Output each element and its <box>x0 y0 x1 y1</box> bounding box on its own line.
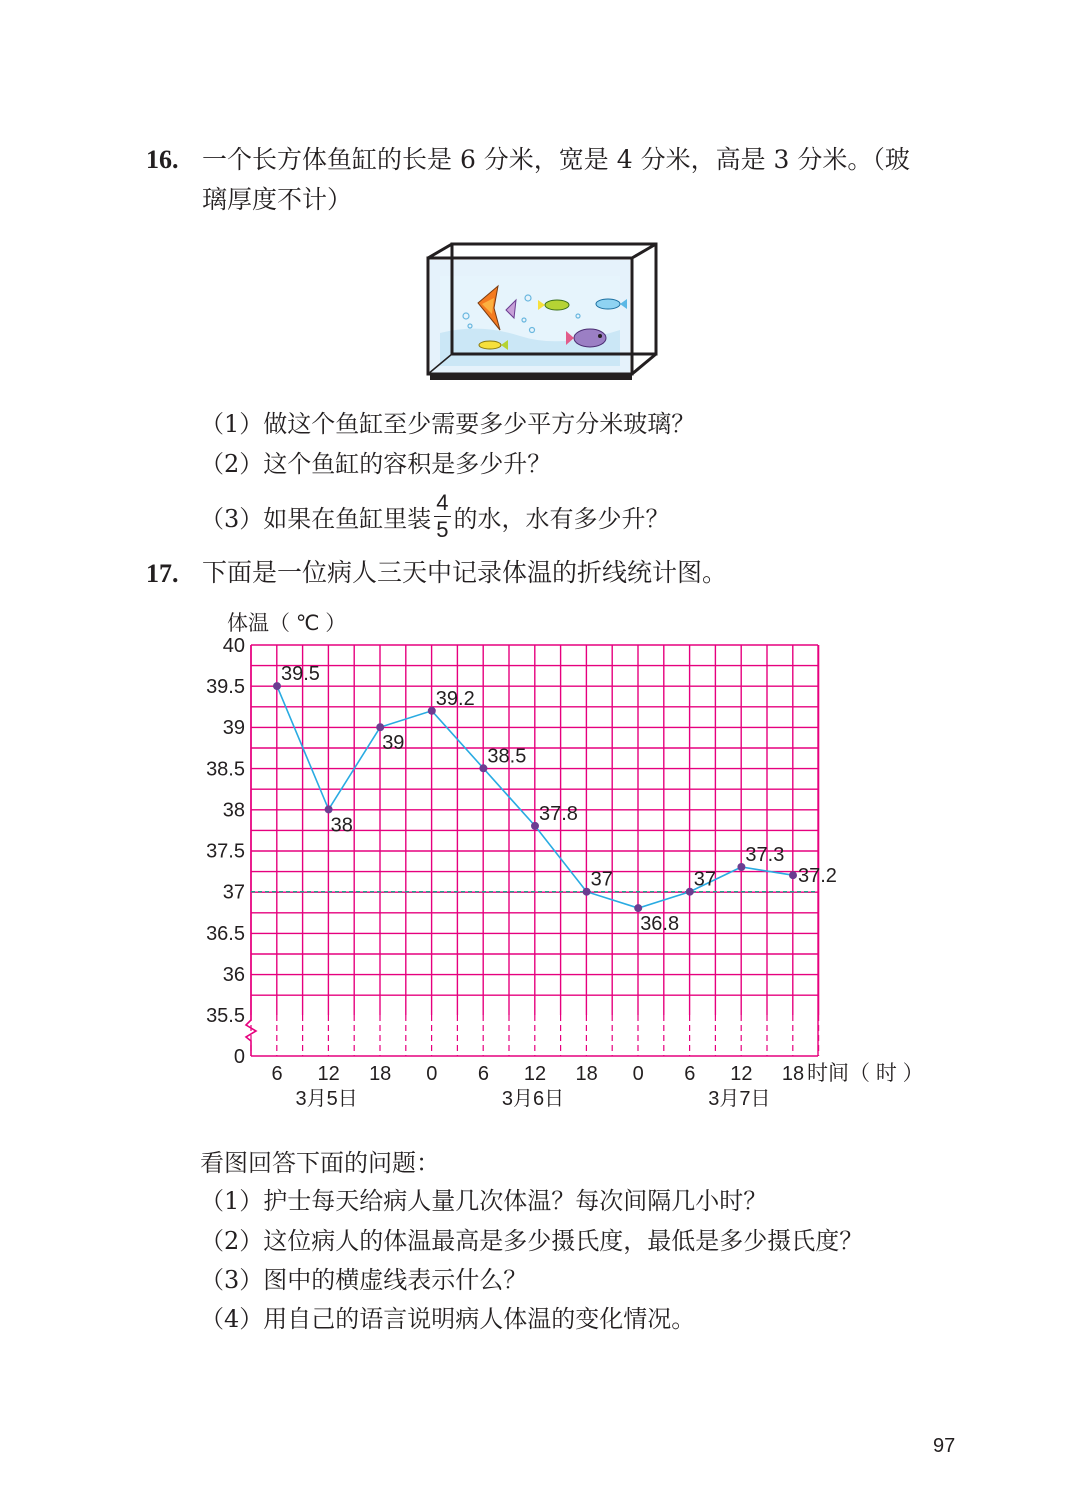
day-label: 3月5日 <box>295 1088 358 1110</box>
y-tick-label: 37 <box>222 881 245 904</box>
x-tick-label: 18 <box>575 1063 598 1085</box>
question-16-sub3 <box>200 488 670 544</box>
page-number: 97 <box>933 1435 956 1457</box>
question-16-text-line2: 璃厚度不计） <box>202 185 353 214</box>
question-17-intro: 下面是一位病人三天中记录体温的折线统计图。 <box>202 558 728 587</box>
y-axis-title: 体温（ ℃ ） <box>227 612 347 635</box>
data-point <box>479 764 487 772</box>
fraction-numerator: 4 <box>436 489 449 515</box>
x-tick-label: 6 <box>477 1063 489 1085</box>
x-tick-label: 18 <box>369 1063 392 1085</box>
y-tick-label: 38.5 <box>206 758 245 781</box>
data-value-label: 37.2 <box>798 865 837 888</box>
question-16-sub3-after: 的水，水有多少升？ <box>453 504 670 533</box>
y-tick-label: 38 <box>222 799 245 822</box>
x-tick-label: 18 <box>781 1063 805 1085</box>
data-value-label: 38 <box>330 814 353 837</box>
x-tick-label: 12 <box>523 1063 547 1085</box>
y-tick-label: 40 <box>222 635 245 657</box>
data-value-label: 36.8 <box>640 913 680 936</box>
data-point <box>737 863 745 871</box>
data-point <box>428 707 436 715</box>
x-tick-label: 6 <box>684 1063 696 1085</box>
data-point <box>686 888 694 896</box>
day-label: 3月6日 <box>501 1088 565 1110</box>
data-value-label: 39.5 <box>281 663 320 686</box>
x-tick-label: 6 <box>271 1063 283 1085</box>
data-value-label: 39 <box>382 732 405 755</box>
fraction-denominator: 5 <box>436 516 449 542</box>
question-17-number: 17. <box>146 559 179 588</box>
question-17-sub3: （3）图中的横虚线表示什么？ <box>200 1266 528 1294</box>
x-tick-label: 0 <box>632 1063 644 1085</box>
data-value-label: 37 <box>693 868 717 891</box>
temperature-line-chart <box>0 600 1083 1120</box>
question-16-sub2: （2）这个鱼缸的容积是多少升？ <box>200 450 552 478</box>
data-value-label: 38.5 <box>487 745 527 768</box>
question-17-sub1: （1）护士每天给病人量几次体温？每次间隔几小时？ <box>200 1187 768 1215</box>
data-point <box>634 904 642 912</box>
y-tick-label: 39.5 <box>206 676 245 699</box>
x-axis-title: 时间（ 时 ） <box>807 1062 924 1085</box>
y-tick-label: 35.5 <box>206 1005 245 1027</box>
y-tick-label: 39 <box>222 717 245 740</box>
x-tick-label: 12 <box>730 1063 753 1085</box>
chart-grid <box>251 645 819 1056</box>
data-value-label: 39.2 <box>435 687 475 710</box>
question-16-number: 16. <box>146 145 179 174</box>
data-point <box>789 871 797 879</box>
x-tick-label: 0 <box>426 1063 438 1085</box>
question-17-answer-intro: 看图回答下面的问题： <box>200 1149 440 1177</box>
fish-tank-illustration <box>420 238 665 383</box>
day-label: 3月7日 <box>708 1088 771 1110</box>
data-value-label: 37 <box>590 868 613 891</box>
question-16-sub1: （1）做这个鱼缸至少需要多少平方分米玻璃？ <box>200 410 696 438</box>
y-tick-label: 36.5 <box>206 922 245 945</box>
y-tick-label: 0 <box>233 1046 245 1068</box>
data-point <box>531 822 539 830</box>
fraction-four-fifths <box>434 489 450 542</box>
question-17-sub4: （4）用自己的语言说明病人体温的变化情况。 <box>200 1305 696 1333</box>
data-point <box>376 723 384 731</box>
y-tick-label: 37.5 <box>206 840 245 863</box>
data-point <box>583 888 591 896</box>
data-point <box>325 805 333 813</box>
y-tick-label: 36 <box>222 963 245 986</box>
question-16-text-line1: 一个长方体鱼缸的长是 6 分米，宽是 4 分米，高是 3 分米。（玻 <box>202 145 910 174</box>
question-17-sub2: （2）这位病人的体温最高是多少摄氏度，最低是多少摄氏度？ <box>200 1227 864 1255</box>
x-tick-label: 12 <box>317 1063 340 1085</box>
question-16-sub3-before: （3）如果在鱼缸里装 <box>200 504 432 533</box>
data-value-label: 37.3 <box>745 844 785 866</box>
data-value-label: 37.8 <box>539 802 578 825</box>
data-point <box>273 682 281 690</box>
